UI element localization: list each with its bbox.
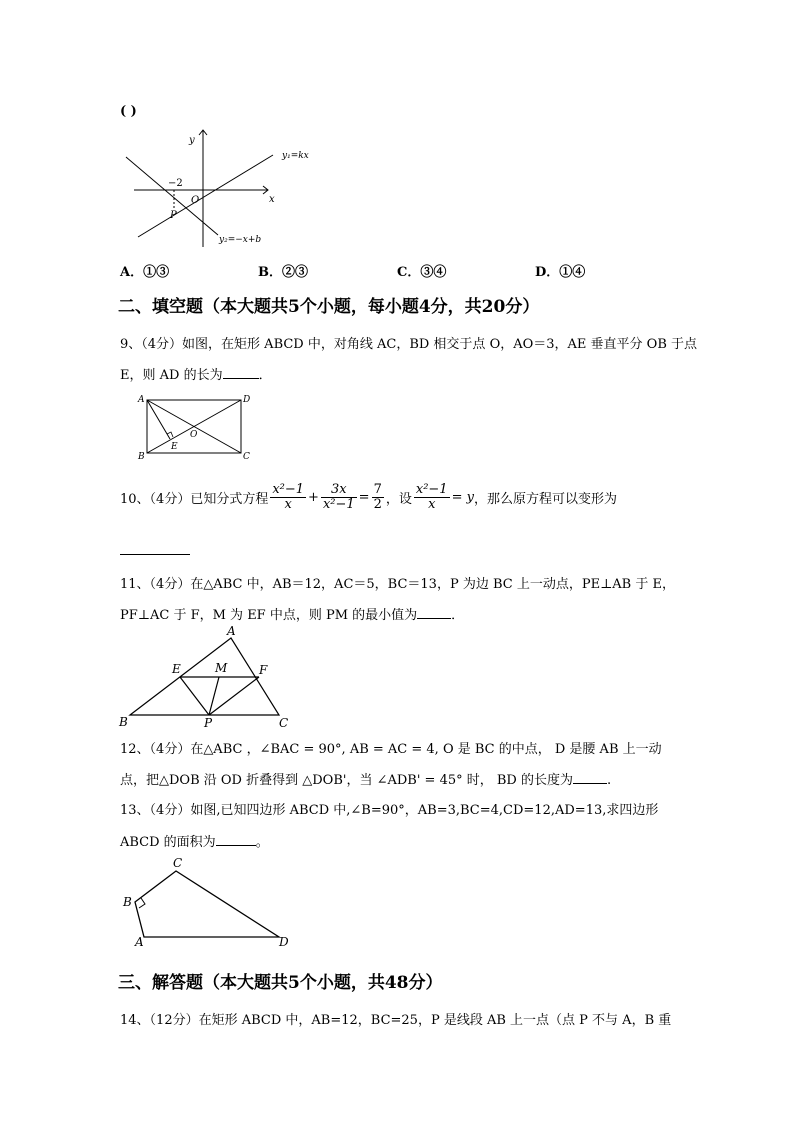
q11-line2-text: PF⊥AC 于 F，M 为 EF 中点，则 PM 的最小值为	[120, 608, 418, 623]
q10-pre: 10、（4分）已知分式方程	[120, 492, 269, 507]
q11-line2-end: ．	[451, 608, 465, 623]
q10-frac1	[270, 483, 306, 512]
q9-figure	[133, 392, 258, 462]
answer-paren: ( )	[120, 104, 137, 119]
neg-two-label: −2	[168, 178, 183, 189]
q13-label-b: B	[123, 895, 132, 909]
q13-line2-end: 。	[255, 835, 269, 850]
option-c: C．③④	[397, 265, 447, 280]
q10-line	[120, 483, 617, 512]
q13-label-a: A	[135, 935, 144, 949]
q10-plus: +	[308, 490, 319, 505]
q12-line2-text: 点，把△DOB 沿 OD 折叠得到 △DOB'，当 ∠ADB' = 45° 时， BD 的长度为	[120, 773, 573, 788]
q11-line1: 11、（4分）在△ABC 中，AB＝12，AC＝5，BC＝13，P 为边 BC 上一动点，PE⊥AB 于 E，	[120, 577, 675, 592]
q10-answer-blank[interactable]	[120, 554, 190, 555]
q13-figure	[116, 852, 296, 950]
q10-f3-den: 2	[373, 497, 382, 512]
q11-label-a: A	[227, 624, 236, 638]
q14-line1: 14、（12分）在矩形 ABCD 中，AB=12，BC=25，P 是线段 AB 上一点（点 P 不与 A，B 重	[120, 1013, 672, 1028]
q10-f2-num: 3x	[321, 483, 357, 498]
q10-frac2	[321, 483, 357, 512]
q12-answer-blank[interactable]	[573, 771, 607, 784]
label-y2: y₂=−x+b	[219, 235, 262, 245]
line-y2	[126, 157, 218, 235]
q11-label-c: C	[279, 716, 289, 730]
q9-label-b: B	[138, 452, 145, 462]
q9-label-d: D	[243, 395, 251, 405]
q11-line2	[120, 604, 464, 623]
q9-label-c: C	[243, 452, 250, 462]
q10-mid: ，设	[385, 492, 412, 507]
x-axis-label: x	[269, 194, 275, 205]
q10-f3-num: 7	[373, 482, 382, 497]
section-3-title: 三、解答题（本大题共5个小题，共48分）	[118, 973, 443, 993]
q10-f4-num: x²−1	[415, 482, 448, 497]
q9-label-e: E	[171, 442, 178, 452]
q11-label-e: E	[172, 662, 181, 676]
q11-answer-blank[interactable]	[417, 606, 451, 619]
section-2-title: 二、填空题（本大题共5个小题，每小题4分，共20分）	[118, 297, 540, 317]
q11-label-f: F	[259, 663, 268, 677]
q13-label-c: C	[173, 856, 183, 870]
point-p-label: P	[170, 210, 177, 221]
q9-line2-end: ．	[258, 368, 272, 383]
origin-label: O	[191, 195, 200, 206]
q11-figure	[116, 622, 302, 732]
q9-line1: 9、（4分）如图，在矩形 ABCD 中，对角线 AC，BD 相交于点 O，AO＝3，AE 垂直平分 OB 于点	[120, 337, 698, 352]
option-b: B．②③	[258, 265, 308, 280]
q8-graph	[118, 125, 309, 250]
q11-label-m: M	[215, 661, 228, 675]
q10-f1-num: x²−1	[272, 482, 305, 497]
q10-f2-den: x²−1	[322, 497, 355, 512]
q10-post: ，那么原方程可以变形为	[473, 492, 617, 507]
label-y1: y₁=kx	[282, 151, 309, 161]
q13-answer-blank[interactable]	[216, 833, 256, 846]
q9-answer-blank[interactable]	[223, 366, 259, 379]
q9-label-o: O	[190, 430, 198, 440]
q13-line2-text: ABCD 的面积为	[120, 835, 216, 850]
q10-eq-y: = y	[451, 490, 474, 505]
q12-line1: 12、（4分）在△ABC ，∠BAC = 90°, AB = AC = 4, O 是 BC 的中点， D 是腰 AB 上一动	[120, 742, 662, 757]
option-d: D．①④	[535, 265, 586, 280]
q9-line2	[120, 364, 272, 383]
q9-line2-text: E，则 AD 的长为	[120, 368, 223, 383]
q10-f4-den: x	[428, 497, 436, 512]
y-axis-label: y	[189, 135, 195, 146]
q13-label-d: D	[279, 935, 289, 949]
q10-frac3	[372, 483, 384, 512]
q10-f1-den: x	[284, 497, 292, 512]
q10-eq: =	[358, 490, 370, 505]
option-a: A．①③	[120, 265, 170, 280]
q13-line2	[120, 831, 269, 850]
q11-label-p: P	[204, 716, 213, 730]
q13-line1: 13、（4分）如图,已知四边形 ABCD 中,∠B=90°，AB=3,BC=4,CD=12,AD=13,求四边形	[120, 803, 659, 818]
q10-frac4	[414, 483, 450, 512]
q9-label-a: A	[138, 395, 145, 405]
q11-label-b: B	[119, 715, 128, 729]
q12-line2-end: .	[606, 773, 612, 788]
q12-line2	[120, 769, 611, 788]
